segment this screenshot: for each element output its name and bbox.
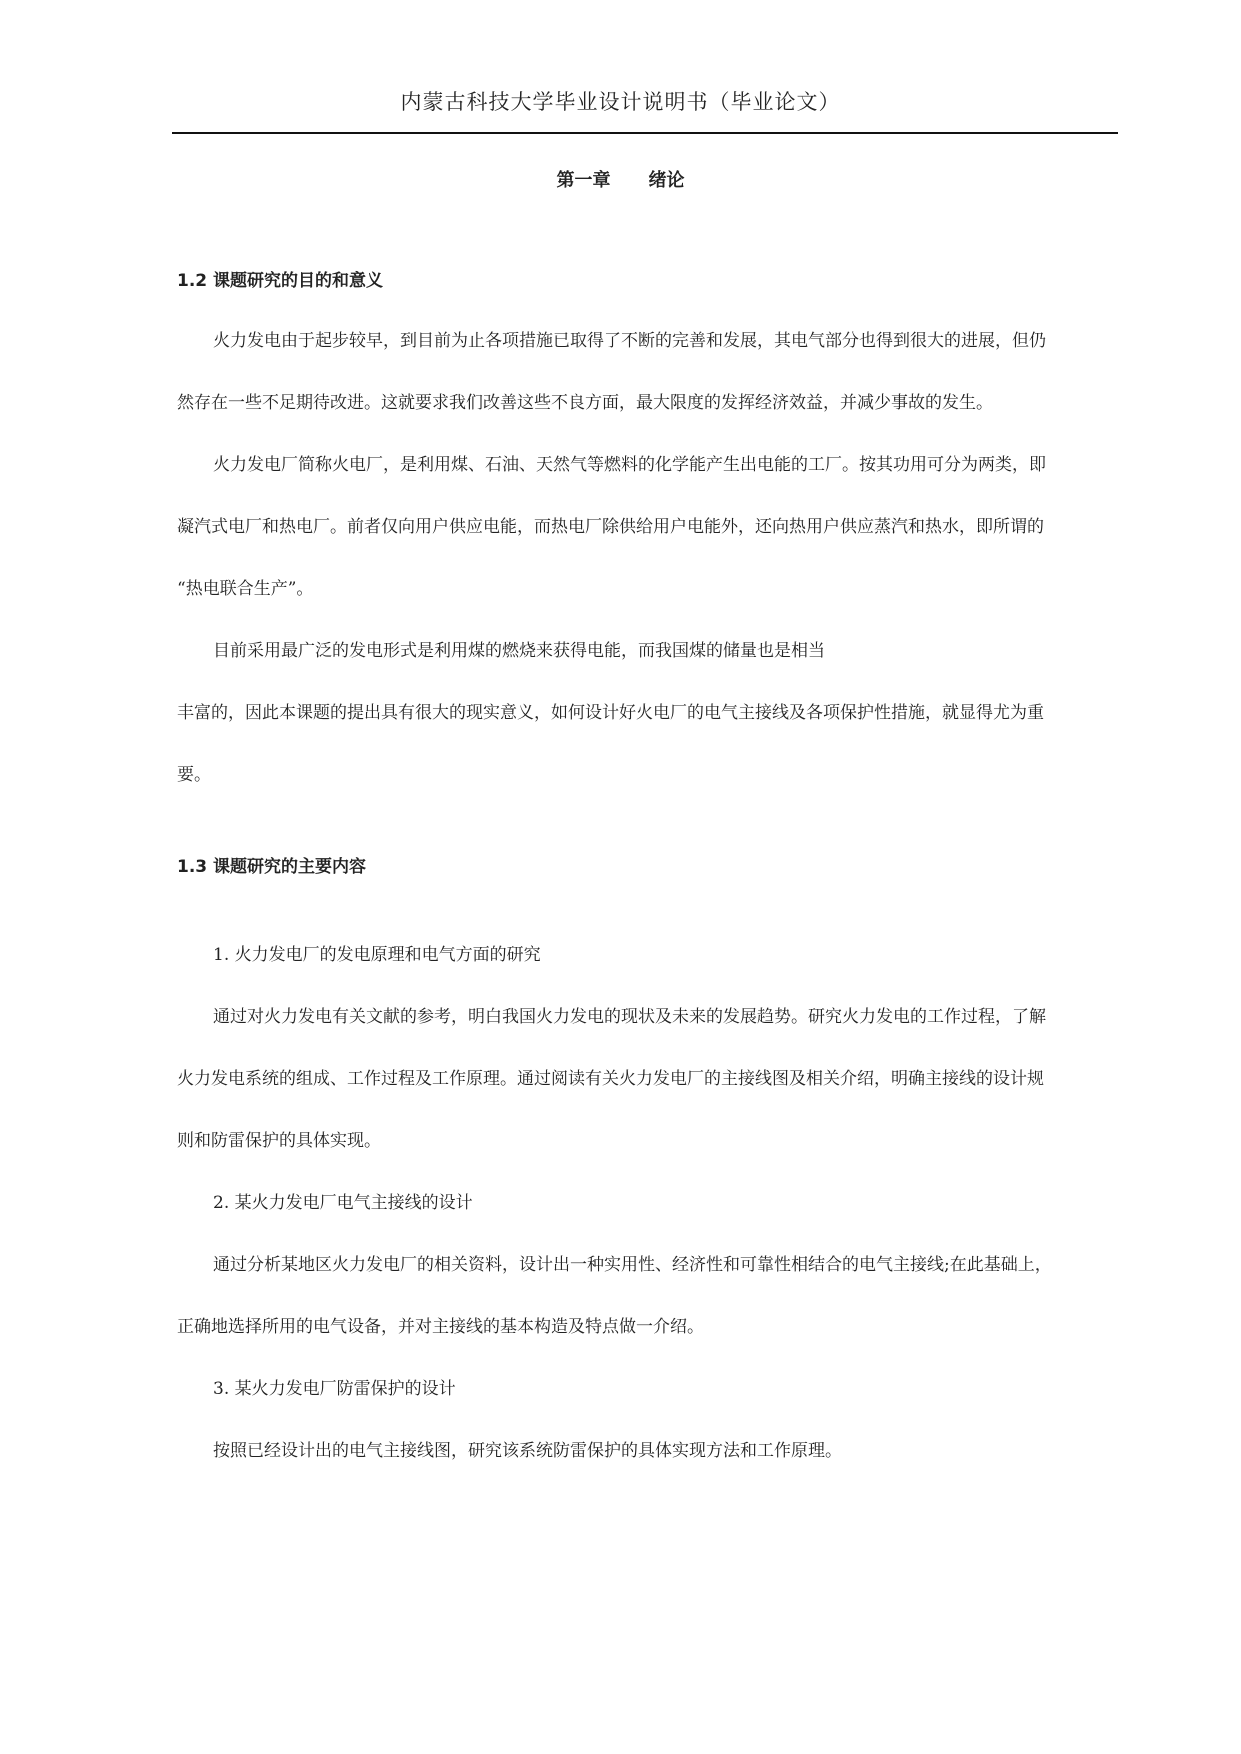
chapter-title: 绪论: [648, 170, 685, 191]
paragraph-line: 按照已经设计出的电气主接线图，研究该系统防雷保护的具体实现方法和工作原理。: [213, 1441, 842, 1461]
paragraph-line: 火力发电厂简称火电厂，是利用煤、石油、天然气等燃料的化学能产生出电能的工厂。按其功用可分为两类，即: [213, 455, 1046, 475]
list-item-heading: 2. 某火力发电厂电气主接线的设计: [213, 1193, 473, 1213]
paragraph-line: “热电联合生产”。: [177, 579, 314, 599]
list-item-heading: 1. 火力发电厂的发电原理和电气方面的研究: [213, 945, 541, 965]
list-item-heading: 3. 某火力发电厂防雷保护的设计: [213, 1379, 456, 1399]
paragraph-line: 火力发电系统的组成、工作过程及工作原理。通过阅读有关火力发电厂的主接线图及相关介绍，明确主接线的设计规: [177, 1069, 1044, 1089]
paragraph-line: 目前采用最广泛的发电形式是利用煤的燃烧来获得电能，而我国煤的储量也是相当: [213, 641, 825, 661]
header-rule: [172, 132, 1118, 134]
chapter-number: 第一章: [556, 170, 611, 191]
paragraph-line: 通过对火力发电有关文献的参考，明白我国火力发电的现状及未来的发展趋势。研究火力发电的工作过程，了解: [213, 1007, 1046, 1027]
paragraph-line: 火力发电由于起步较早，到目前为止各项措施已取得了不断的完善和发展，其电气部分也得到很大的进展，但仍: [213, 331, 1046, 351]
paragraph-line: 要。: [177, 765, 211, 785]
paragraph-line: 则和防雷保护的具体实现。: [177, 1131, 381, 1151]
chapter-heading: [0, 166, 1241, 192]
paragraph-line: 凝汽式电厂和热电厂。前者仅向用户供应电能，而热电厂除供给用户电能外，还向热用户供应蒸汽和热水，即所谓的: [177, 517, 1044, 537]
paragraph-line: 然存在一些不足期待改进。这就要求我们改善这些不良方面，最大限度的发挥经济效益，并减少事故的发生。: [177, 393, 993, 413]
paragraph-line: 通过分析某地区火力发电厂的相关资料，设计出一种实用性、经济性和可靠性相结合的电气主接线;在此基础上，: [213, 1255, 1052, 1275]
paragraph-line: 丰富的，因此本课题的提出具有很大的现实意义，如何设计好火电厂的电气主接线及各项保护性措施，就显得尤为重: [177, 703, 1044, 723]
paragraph-line: 正确地选择所用的电气设备，并对主接线的基本构造及特点做一介绍。: [177, 1317, 704, 1337]
page-header-title: 内蒙古科技大学毕业设计说明书（毕业论文）: [400, 90, 841, 114]
section-heading-1-2: 1.2 课题研究的目的和意义: [177, 271, 384, 291]
section-heading-1-3: 1.3 课题研究的主要内容: [177, 857, 367, 877]
